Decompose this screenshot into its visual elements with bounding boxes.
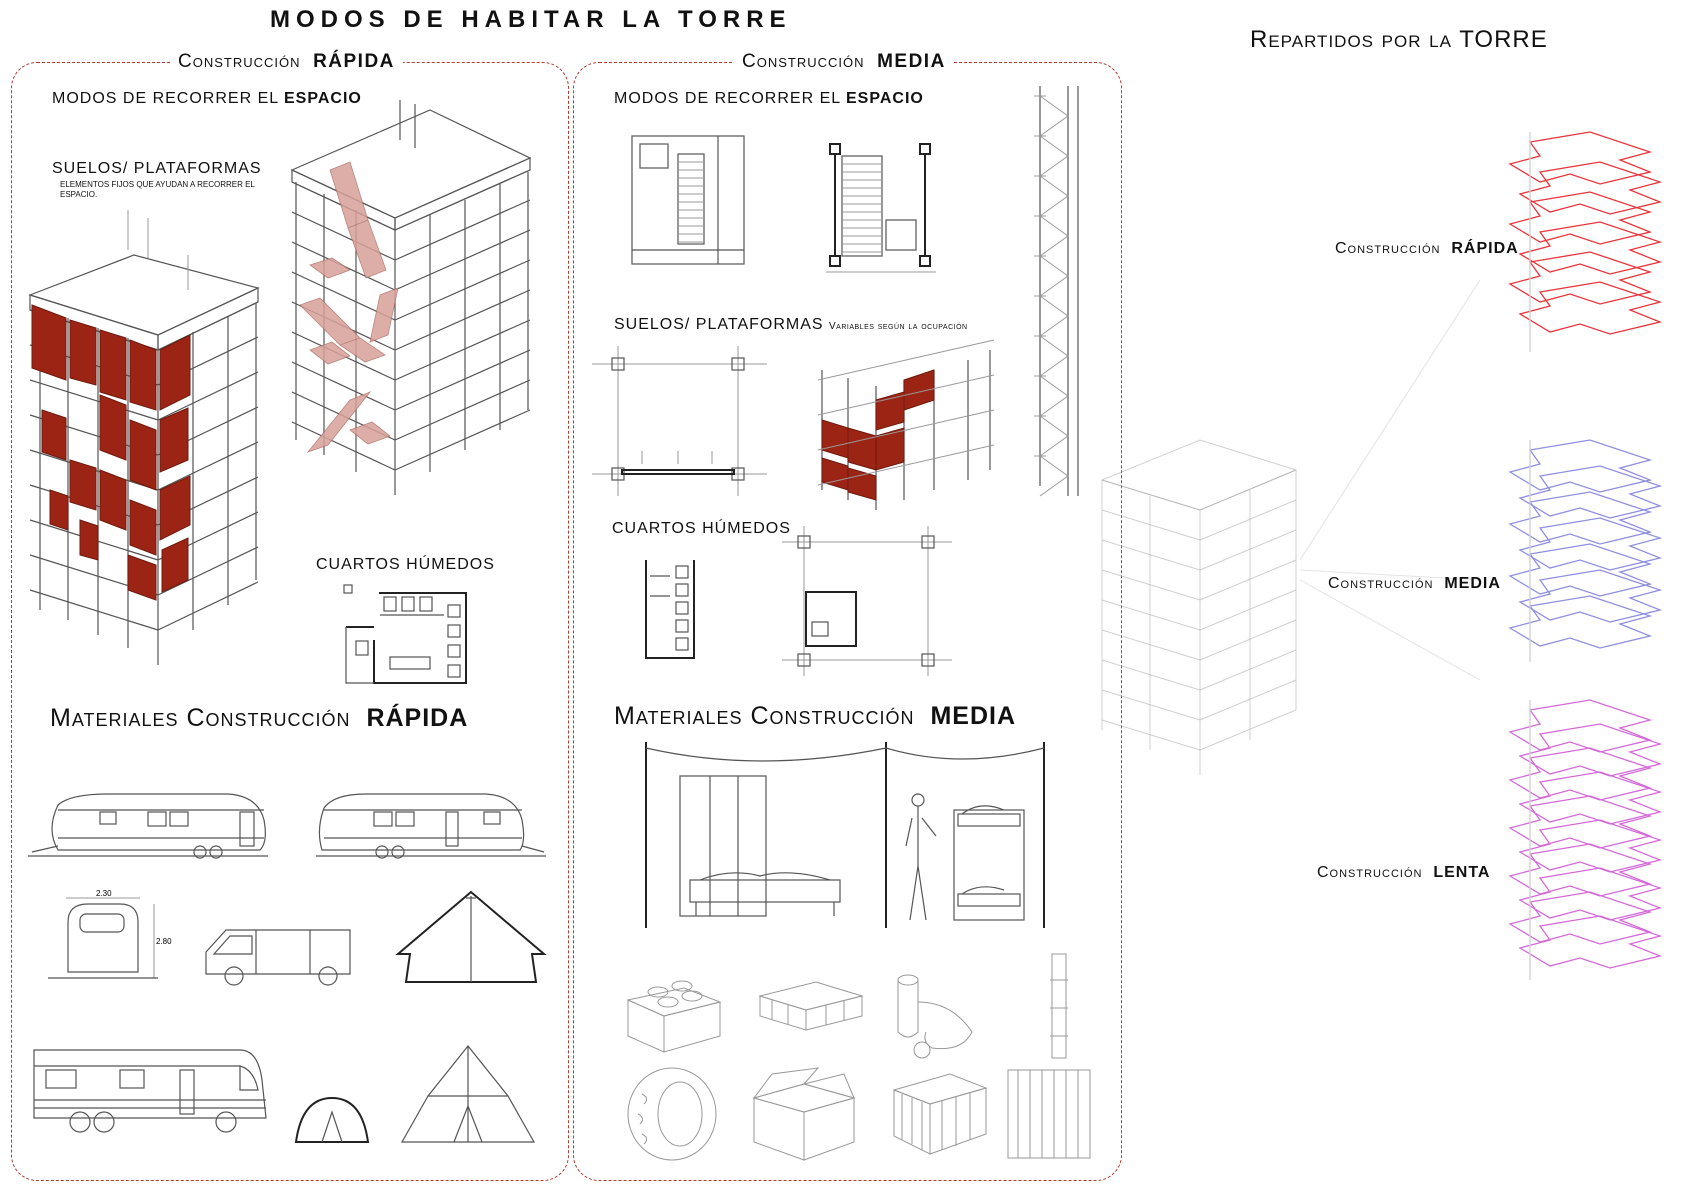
dim-width-label: 2.30 xyxy=(96,889,112,898)
faint-tower xyxy=(1100,430,1300,780)
stack-rapida xyxy=(1500,132,1684,382)
rapida-humedos-label: CUARTOS HÚMEDOS xyxy=(316,556,495,573)
panel-rapida-title-prefix: Construcción xyxy=(178,51,301,72)
panel-media-title-bold: MEDIA xyxy=(877,51,946,72)
media-recorrer-label xyxy=(614,90,924,108)
caravan-small-icon xyxy=(316,790,546,865)
tower-stairs xyxy=(290,100,560,520)
media-bathroom-plan-a xyxy=(642,556,698,662)
media-suelos-label xyxy=(614,316,968,334)
media-bathroom-plan-b xyxy=(782,526,952,676)
cardboard-box-icon xyxy=(748,1068,860,1164)
corrugated-sheet-icon xyxy=(1004,1066,1094,1162)
media-materiales-prefix: Materiales Construcción xyxy=(614,702,915,730)
side-media-bold: MEDIA xyxy=(1444,575,1501,592)
media-suelos-text: SUELOS/ PLATAFORMAS xyxy=(614,316,824,333)
tent-triangle-icon xyxy=(396,888,546,984)
side-rapida-bold: RÁPIDA xyxy=(1451,240,1519,257)
media-platform-tower xyxy=(818,340,998,530)
side-lenta-prefix: Construcción xyxy=(1317,864,1423,881)
crate-icon xyxy=(890,1064,990,1160)
media-materiales-title xyxy=(614,702,1016,731)
panel-media-title-prefix: Construcción xyxy=(742,51,865,72)
media-recorrer-prefix: MODOS DE RECORRER EL xyxy=(614,90,841,107)
rapida-materiales-title xyxy=(50,704,468,733)
tire-icon xyxy=(624,1064,720,1164)
caravan-airstream-icon xyxy=(28,790,268,865)
platform-section xyxy=(592,346,767,496)
side-label-media xyxy=(1328,575,1501,593)
media-stair-elevation xyxy=(1020,86,1090,496)
dome-tent-icon xyxy=(292,1094,372,1146)
media-recorrer-bold: ESPACIO xyxy=(846,90,924,107)
side-label-lenta xyxy=(1317,864,1490,882)
van-icon xyxy=(200,910,360,990)
dim-height-label: 2.80 xyxy=(156,937,172,946)
rapida-materiales-bold: RÁPIDA xyxy=(366,704,469,732)
rapida-suelos-label: SUELOS/ PLATAFORMAS xyxy=(52,160,262,177)
media-room-elevation xyxy=(640,740,1050,930)
lego-brick-icon xyxy=(624,970,724,1056)
motorhome-icon xyxy=(30,1040,270,1140)
bell-tent-icon xyxy=(398,1042,538,1148)
stair-plan-a xyxy=(628,132,748,270)
side-title: Repartidos por la TORRE xyxy=(1250,26,1548,53)
rapida-bathroom-plan xyxy=(344,585,469,690)
panel-rapida-title xyxy=(170,51,403,73)
tower-red-platforms xyxy=(28,210,288,670)
rapida-materiales-prefix: Materiales Construcción xyxy=(50,704,351,732)
caravan-front-dimension-icon xyxy=(48,889,172,982)
side-lenta-bold: LENTA xyxy=(1433,864,1491,881)
connector-lines xyxy=(1300,280,1480,680)
stack-lenta xyxy=(1500,700,1684,985)
rapida-recorrer-bold: ESPACIO xyxy=(284,90,362,107)
rapida-recorrer-prefix: MODOS DE RECORRER EL xyxy=(52,90,279,107)
media-materiales-bold: MEDIA xyxy=(930,702,1016,730)
media-suelos-note: Variables según la ocupación xyxy=(829,321,968,332)
panel-rapida-title-bold: RÁPIDA xyxy=(313,51,395,72)
panel-media-title xyxy=(734,51,954,73)
page-title: MODOS DE HABITAR LA TORRE xyxy=(270,6,792,33)
side-media-prefix: Construcción xyxy=(1328,575,1434,592)
bamboo-icon xyxy=(1044,950,1074,1062)
rapida-suelos-note: ELEMENTOS FIJOS QUE AYUDAN A RECORRER EL ESPACIO. xyxy=(60,180,255,199)
side-label-rapida xyxy=(1335,240,1519,258)
rolls-icon xyxy=(892,972,982,1062)
media-humedos-label: CUARTOS HÚMEDOS xyxy=(612,520,791,537)
pallet-icon xyxy=(756,978,866,1038)
stack-media xyxy=(1500,440,1684,680)
stair-plan-b xyxy=(826,140,936,280)
side-rapida-prefix: Construcción xyxy=(1335,240,1441,257)
